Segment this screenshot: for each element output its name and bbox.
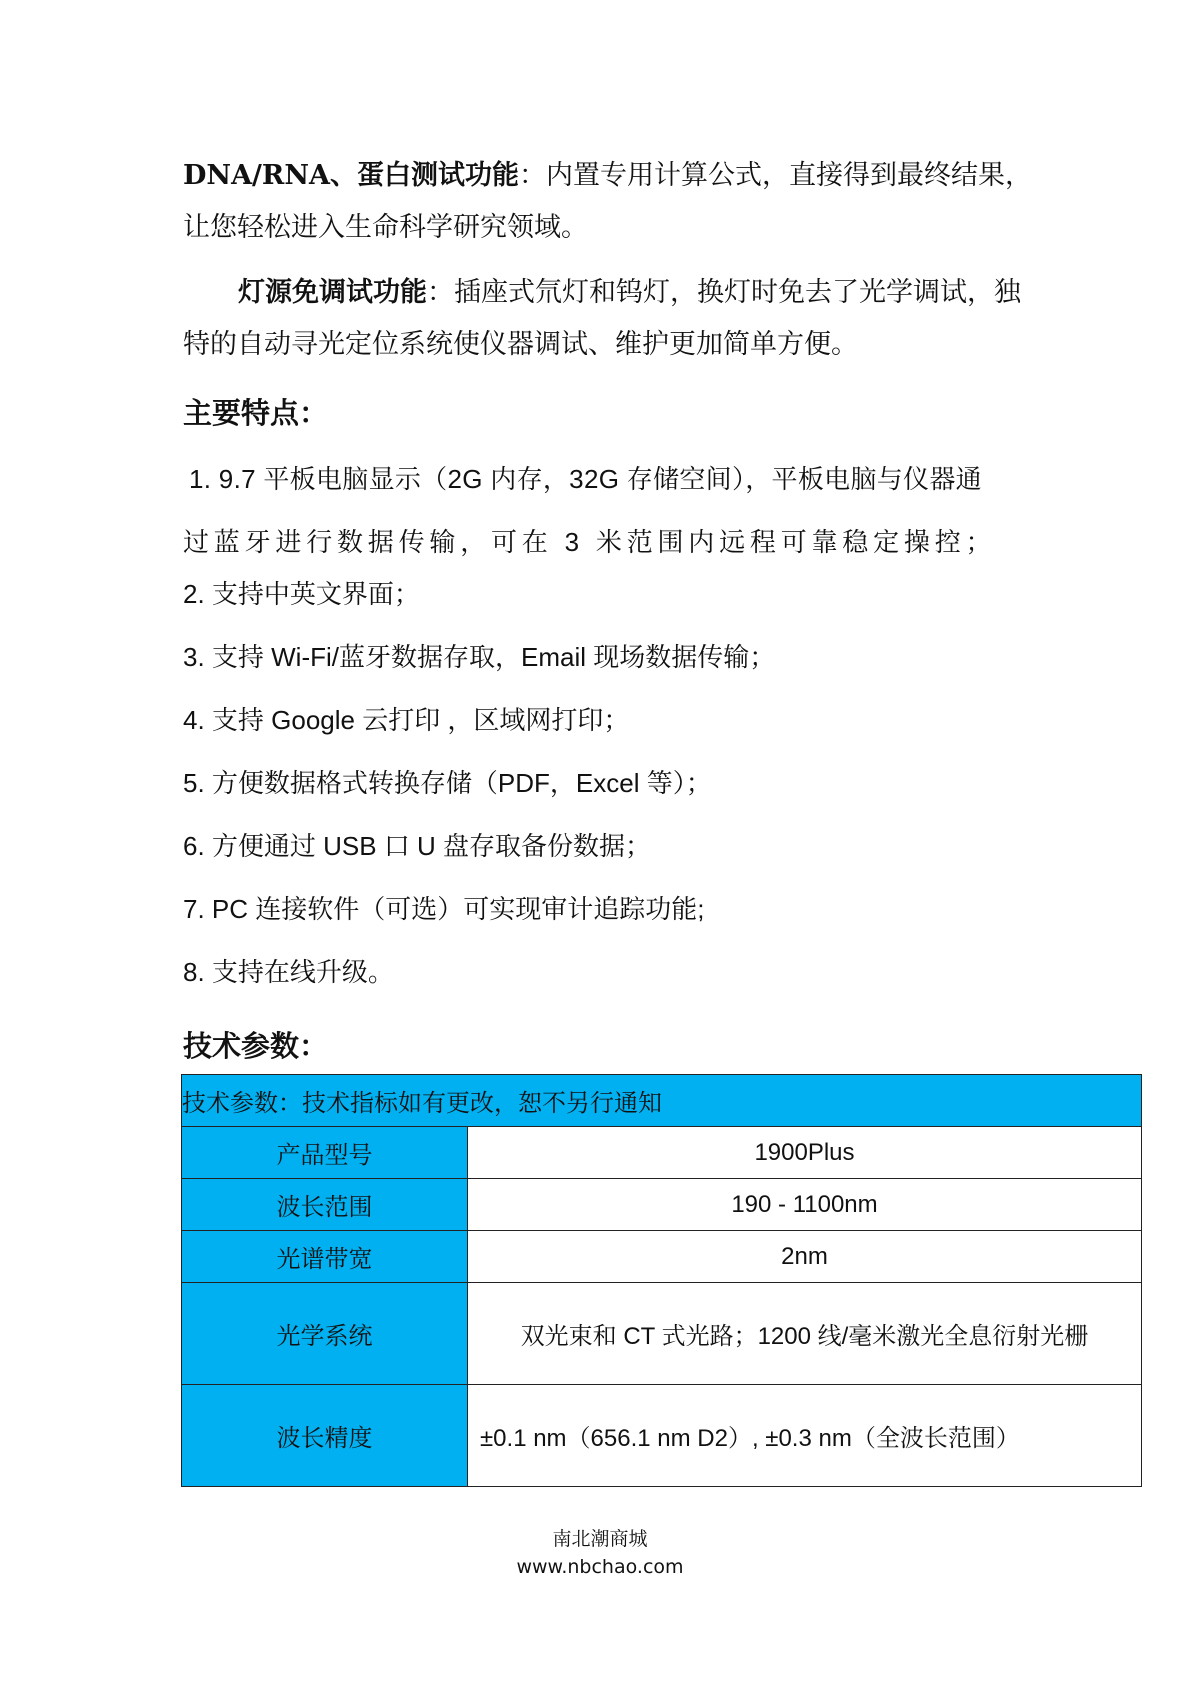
- spec-key-bandwidth: 光谱带宽: [182, 1231, 468, 1283]
- spec-value-wavelength-accuracy: ±0.1 nm（656.1 nm D2）, ±0.3 nm（全波长范围）: [468, 1385, 1142, 1487]
- intro-paragraph-dna: [183, 150, 1043, 254]
- intro-lamp-heading: 灯源免调试功能: [238, 277, 427, 308]
- params-heading: 技术参数：: [183, 1029, 329, 1063]
- feature-item-1-line1: 1. 9.7 平板电脑显示（2G 内存，32G 存储空间），平板电脑与仪器通: [189, 464, 982, 494]
- feature-item-6: 6. 方便通过 USB 口 U 盘存取备份数据；: [183, 831, 652, 861]
- feature-item-2: 2. 支持中英文界面；: [183, 579, 420, 609]
- intro-lamp-text: ：插座式氘灯和钨灯，换灯时免去了光学调试，独特的自动寻光定位系统使仪器调试、维护更加简单方便。: [183, 277, 1021, 360]
- spec-key-wavelength-accuracy: 波长精度: [182, 1385, 468, 1487]
- feature-item-3: 3. 支持 Wi-Fi/蓝牙数据存取，Email 现场数据传输；: [183, 642, 776, 672]
- feature-item-1-line2: 过蓝牙进行数据传输，可在 3 米范围内远程可靠稳定操控；: [183, 527, 997, 557]
- spec-value-wavelength-range: 190 - 1100nm: [468, 1179, 1142, 1231]
- spec-value-model: 1900Plus: [468, 1127, 1142, 1179]
- spec-table: [181, 1074, 1142, 1487]
- spec-key-optics: 光学系统: [182, 1283, 468, 1385]
- table-row: [182, 1231, 1142, 1283]
- spec-table-header-row: [182, 1075, 1142, 1127]
- spec-key-wavelength-range: 波长范围: [182, 1179, 468, 1231]
- intro-paragraph-lamp: [183, 267, 1043, 371]
- table-row: [182, 1179, 1142, 1231]
- feature-item-4: 4. 支持 Google 云打印 ，区域网打印；: [183, 705, 630, 735]
- intro-dna-text: ：内置专用计算公式，直接得到最终结果，让您轻松进入生命科学研究领域。: [183, 160, 1032, 243]
- table-row: [182, 1385, 1142, 1487]
- spec-value-optics: 双光束和 CT 式光路；1200 线/毫米激光全息衍射光栅: [468, 1283, 1142, 1385]
- feature-item-5: 5. 方便数据格式转换存储（PDF，Excel 等）；: [183, 768, 712, 798]
- spec-value-bandwidth: 2nm: [468, 1231, 1142, 1283]
- spec-key-model: 产品型号: [182, 1127, 468, 1179]
- feature-item-1: [183, 448, 1043, 574]
- footer-site-url: www.nbchao.com: [516, 1556, 684, 1578]
- intro-dna-heading: DNA/RNA、蛋白测试功能: [183, 160, 519, 191]
- table-row: [182, 1127, 1142, 1179]
- features-list: [183, 448, 1043, 1015]
- footer-site-name: 南北潮商城: [552, 1528, 648, 1550]
- feature-item-8: 8. 支持在线升级。: [183, 957, 394, 987]
- feature-item-7: 7. PC 连接软件（可选）可实现审计追踪功能;: [183, 894, 705, 924]
- page-footer: [0, 1525, 1200, 1581]
- spec-table-header: 技术参数：技术指标如有更改，恕不另行通知: [182, 1075, 1142, 1127]
- features-heading: 主要特点：: [183, 396, 329, 430]
- table-row: [182, 1283, 1142, 1385]
